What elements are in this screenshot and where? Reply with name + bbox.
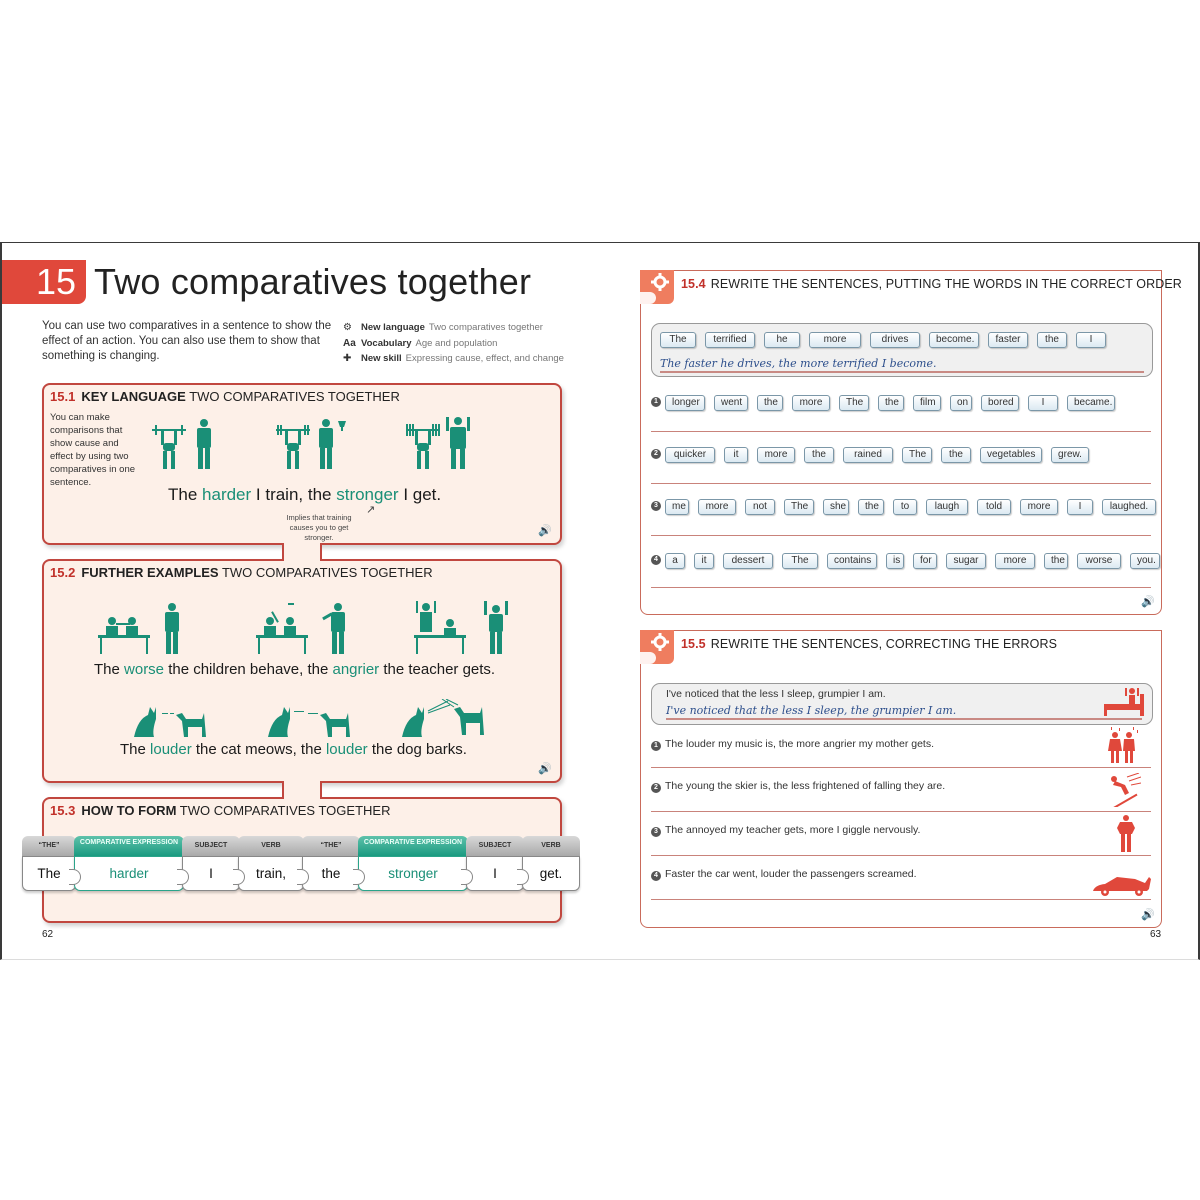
gears-exercise-icon: [640, 630, 674, 664]
word-chip[interactable]: the: [804, 447, 834, 463]
word-chip[interactable]: bored: [981, 395, 1019, 411]
meta-value: Two comparatives together: [428, 322, 543, 333]
audio-speaker-icon[interactable]: 🔊: [1141, 596, 1155, 608]
example-box: [651, 683, 1153, 725]
word-chip[interactable]: quicker: [665, 447, 715, 463]
meta-vocabulary: [343, 336, 564, 352]
cat-dog-illustration: [132, 699, 492, 739]
page-number-left: 62: [42, 929, 54, 940]
word-chip[interactable]: laugh: [926, 499, 968, 515]
word-chip[interactable]: she: [823, 499, 849, 515]
puzzle-piece-the: “THE” the: [302, 836, 360, 891]
comparative-word: louder: [325, 741, 368, 758]
word-chip[interactable]: film: [913, 395, 941, 411]
example-answer: I've noticed that the less I sleep, the grumpier I am.: [666, 704, 957, 717]
skier-icon: [1109, 773, 1141, 812]
answer-line: [651, 483, 1151, 484]
panel-connector: [282, 781, 322, 799]
word-chip[interactable]: become.: [929, 332, 979, 348]
question-number: 4: [651, 871, 661, 881]
word-chip[interactable]: for: [913, 553, 937, 569]
puzzle-piece-verb: VERB train,: [238, 836, 304, 891]
exercise-title: 15.4 REWRITE THE SENTENCES, PUTTING THE WORDS IN THE CORRECT ORDER: [681, 277, 1182, 291]
answer-line: [651, 587, 1151, 588]
word-chip[interactable]: the: [858, 499, 884, 515]
question-number: 2: [651, 449, 661, 459]
annotation: Implies that training causes you to get stronger.: [286, 513, 352, 542]
word-chip[interactable]: sugar: [946, 553, 986, 569]
word-chip[interactable]: I: [1028, 395, 1058, 411]
word-chip[interactable]: dessert: [723, 553, 773, 569]
word-chip[interactable]: more: [792, 395, 830, 411]
sports-car-icon: [1091, 875, 1153, 902]
page-number-right: 63: [1150, 929, 1162, 940]
meta-value: Expressing cause, effect, and change: [405, 353, 564, 364]
word-chip[interactable]: contains: [827, 553, 877, 569]
example-prompt: I've noticed that the less I sleep, grumpier I am.: [666, 688, 886, 700]
question-text: The young the skier is, the less frightened of falling they are.: [665, 780, 946, 792]
word-chip[interactable]: more: [1020, 499, 1058, 515]
panel-heading: 15.2 FURTHER EXAMPLES TWO COMPARATIVES TOGETHER: [50, 565, 433, 580]
example-sentence-1: The worse the children behave, the angrier the teacher gets.: [94, 661, 496, 678]
panel-heading: 15.1 KEY LANGUAGE TWO COMPARATIVES TOGETHER: [50, 389, 400, 404]
meta-label: Vocabulary: [361, 337, 412, 349]
book-spread: [0, 242, 1200, 960]
audio-speaker-icon[interactable]: 🔊: [538, 525, 552, 537]
word-chip[interactable]: is: [886, 553, 904, 569]
sentence-structure-puzzle: [22, 836, 578, 891]
word-chip[interactable]: the: [941, 447, 971, 463]
question-number: 3: [651, 827, 661, 837]
example-answer: The faster he drives, the more terrified I become.: [660, 357, 937, 370]
puzzle-piece-subject: SUBJECT I: [466, 836, 524, 891]
word-chip[interactable]: laughed.: [1102, 499, 1156, 515]
teacher-icon: [1117, 815, 1135, 858]
meta-value: Age and population: [415, 337, 498, 349]
unit-meta: [343, 320, 564, 367]
word-chip[interactable]: more: [995, 553, 1035, 569]
word-chip[interactable]: the: [1037, 332, 1067, 348]
word-chip[interactable]: The: [784, 499, 814, 515]
puzzle-piece-verb: VERB get.: [522, 836, 580, 891]
arguing-people-icon: [1107, 727, 1139, 770]
word-chip[interactable]: the: [757, 395, 783, 411]
panel-heading: 15.3 HOW TO FORM TWO COMPARATIVES TOGETHER: [50, 803, 391, 818]
answer-line: [651, 899, 1151, 900]
answer-underline: [666, 718, 1142, 720]
word-chip[interactable]: The: [902, 447, 932, 463]
exercise-15-4: [640, 270, 1182, 615]
example-box: [651, 323, 1153, 377]
word-chip[interactable]: it: [694, 553, 714, 569]
word-chip[interactable]: he: [764, 332, 800, 348]
question-text: The annoyed my teacher gets, more I giggle nervously.: [665, 824, 921, 836]
weightlifter-illustration-2: [276, 419, 348, 471]
word-chip[interactable]: terrified: [705, 332, 755, 348]
puzzle-piece-the: “THE” The: [22, 836, 76, 891]
weightlifter-illustration-3: [406, 415, 476, 471]
audio-speaker-icon[interactable]: 🔊: [538, 763, 552, 775]
answer-line: [651, 811, 1151, 812]
question-number: 4: [651, 555, 661, 565]
example-sentence-2: The louder the cat meows, the louder the dog barks.: [120, 741, 467, 758]
meta-new-language: [343, 320, 564, 336]
word-chip[interactable]: rained: [843, 447, 893, 463]
word-chip[interactable]: it: [724, 447, 748, 463]
audio-speaker-icon[interactable]: 🔊: [1141, 909, 1155, 921]
word-chip[interactable]: vegetables: [980, 447, 1042, 463]
exercise-title: 15.5 REWRITE THE SENTENCES, CORRECTING THE ERRORS: [681, 637, 1058, 651]
word-chip[interactable]: I: [1076, 332, 1106, 348]
word-chip[interactable]: more: [809, 332, 861, 348]
answer-line: [651, 767, 1151, 768]
word-chip[interactable]: told: [977, 499, 1011, 515]
comparative-word: angrier: [332, 661, 380, 678]
word-chips: [665, 553, 1169, 569]
word-chip[interactable]: you.: [1130, 553, 1160, 569]
word-chip[interactable]: grew.: [1051, 447, 1089, 463]
meta-label: New language: [361, 322, 425, 333]
comparative-word: stronger: [336, 485, 399, 504]
question-number: 1: [651, 397, 661, 407]
children-teacher-illustration: [98, 601, 538, 657]
word-chip[interactable]: not: [745, 499, 775, 515]
word-chip[interactable]: longer: [665, 395, 705, 411]
answer-line: [651, 855, 1151, 856]
question-number: 1: [651, 741, 661, 751]
word-chip[interactable]: on: [950, 395, 972, 411]
puzzle-piece-subject: SUBJECT I: [182, 836, 240, 891]
word-chip[interactable]: became.: [1067, 395, 1115, 411]
vocabulary-icon: Aa: [343, 337, 356, 349]
puzzle-piece-comparative: COMPARATIVE EXPRESSION stronger: [358, 836, 468, 891]
unit-number-badge: 15: [2, 260, 86, 304]
word-chip[interactable]: me: [665, 499, 689, 515]
question-number: 3: [651, 501, 661, 511]
side-note: You can make comparisons that show cause and effect by using two comparatives in one sentence.: [50, 412, 136, 488]
puzzle-piece-comparative: COMPARATIVE EXPRESSION harder: [74, 836, 184, 891]
panel-key-language: [42, 383, 562, 545]
comparative-word: harder: [202, 485, 252, 504]
word-chips: [660, 332, 1115, 348]
word-chip[interactable]: worse: [1077, 553, 1121, 569]
key-sentence: The harder I train, the stronger I get.: [168, 485, 442, 504]
comparative-word: louder: [150, 741, 192, 758]
answer-underline: [660, 371, 1144, 373]
annotation-arrow-icon: ↗: [366, 504, 376, 516]
panel-further-examples: [42, 559, 562, 783]
comparative-word: worse: [124, 661, 165, 678]
word-chip[interactable]: The: [782, 553, 818, 569]
panel-connector: [282, 543, 322, 561]
word-chip[interactable]: to: [893, 499, 917, 515]
question-text: Faster the car went, louder the passengers screamed.: [665, 868, 917, 880]
intro-text: You can use two comparatives in a sentence to show the effect of an action. You can also use them to show that something is changing.: [42, 320, 332, 362]
word-chips: [665, 395, 1124, 411]
word-chip[interactable]: The: [839, 395, 869, 411]
gears-exercise-icon: [640, 270, 674, 304]
puzzle-icon: ✚: [343, 353, 352, 364]
question-text: The louder my music is, the more angrier my mother gets.: [665, 738, 935, 750]
word-chip[interactable]: more: [757, 447, 795, 463]
page-title: Two comparatives together: [94, 261, 532, 302]
weightlifter-illustration-1: [152, 419, 222, 471]
meta-label: New skill: [361, 353, 402, 364]
meta-new-skill: [343, 351, 564, 367]
word-chip[interactable]: more: [698, 499, 736, 515]
question-number: 2: [651, 783, 661, 793]
word-chip[interactable]: the: [1044, 553, 1068, 569]
answer-line: [651, 535, 1151, 536]
word-chip[interactable]: faster: [988, 332, 1028, 348]
exercise-15-5: [640, 630, 1162, 928]
word-chip[interactable]: I: [1067, 499, 1093, 515]
word-chip[interactable]: drives: [870, 332, 920, 348]
bed-icon: [1104, 686, 1146, 723]
word-chip[interactable]: a: [665, 553, 685, 569]
word-chip[interactable]: went: [714, 395, 748, 411]
answer-line: [651, 431, 1151, 432]
word-chip[interactable]: the: [878, 395, 904, 411]
word-chips: [665, 499, 1165, 515]
gears-icon: ⚙: [343, 322, 352, 333]
word-chips: [665, 447, 1098, 463]
word-chip[interactable]: The: [660, 332, 696, 348]
